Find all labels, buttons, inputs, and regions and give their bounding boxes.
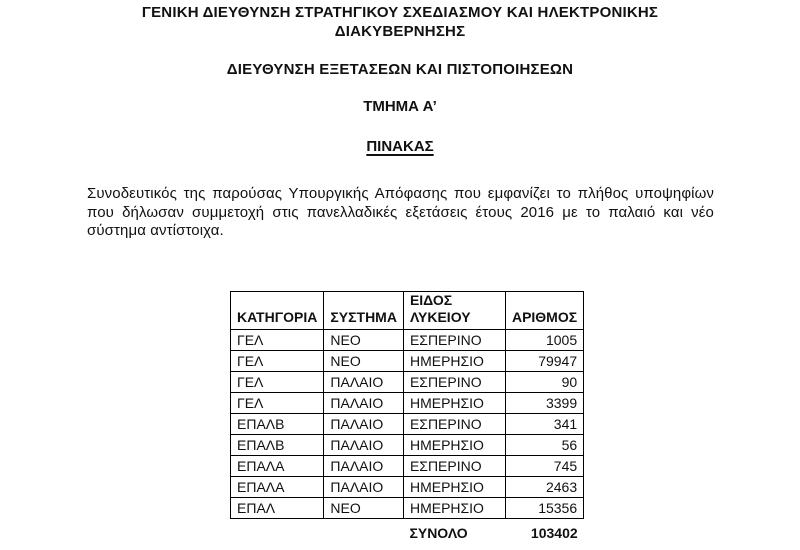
- table-row: [231, 414, 584, 435]
- table-cell: ΝΕΟ: [324, 498, 404, 519]
- department-heading: ΤΜΗΜΑ Α’: [363, 98, 437, 115]
- document-subtitle: ΔΙΕΥΘΥΝΣΗ ΕΞΕΤΑΣΕΩΝ ΚΑΙ ΠΙΣΤΟΠΟΙΗΣΕΩΝ: [226, 61, 574, 78]
- table-cell: ΓΕΛ: [231, 393, 324, 414]
- intro-paragraph: Συνοδευτικός της παρούσας Υπουργικής Απόφασης που εμφανίζει το πλήθος υποψηφίων που δήλωσαν συμμετοχή στις πανελλαδικές εξετάσεις έτους 2016 με το παλαιό και νέο σύστημα αντίστοιχα.: [87, 185, 714, 239]
- total-row: [231, 519, 584, 545]
- table-row: [231, 498, 584, 519]
- table-row: [231, 372, 584, 393]
- column-header-system: ΣΥΣΤΗΜΑ: [324, 292, 404, 330]
- total-label: ΣΥΝΟΛΟ: [409, 525, 468, 541]
- table-header: [231, 292, 584, 330]
- table-header-row: [231, 292, 584, 330]
- table-heading: [0, 137, 800, 156]
- table-cell: ΗΜΕΡΗΣΙΟ: [403, 351, 505, 372]
- table-heading-text: ΠΙΝΑΚΑΣ: [366, 138, 434, 155]
- table-cell: ΝΕΟ: [324, 330, 404, 351]
- table-cell: ΓΕΛ: [231, 330, 324, 351]
- table-cell: ΕΣΠΕΡΙΝΟ: [403, 372, 505, 393]
- table-cell: 341: [505, 414, 583, 435]
- table-cell: ΗΜΕΡΗΣΙΟ: [403, 498, 505, 519]
- total-row-spacer: [231, 519, 324, 545]
- table-row: [231, 393, 584, 414]
- table-cell: 15356: [505, 498, 583, 519]
- table-cell: 90: [505, 372, 583, 393]
- table-cell: ΕΣΠΕΡΙΝΟ: [403, 330, 505, 351]
- table-cell: 745: [505, 456, 583, 477]
- column-header-lyceum-type: ΕΙΔΟΣ ΛΥΚΕΙΟΥ: [403, 292, 505, 330]
- table-cell: ΕΠΑΛΒ: [231, 435, 324, 456]
- table-cell: 79947: [505, 351, 583, 372]
- column-header-number: ΑΡΙΘΜΟΣ: [505, 292, 583, 330]
- candidates-table: [230, 291, 584, 544]
- table-cell: ΠΑΛΑΙΟ: [324, 435, 404, 456]
- table-cell: ΕΠΑΛΑ: [231, 477, 324, 498]
- table-cell: 56: [505, 435, 583, 456]
- table-row: [231, 435, 584, 456]
- table-cell: ΗΜΕΡΗΣΙΟ: [403, 435, 505, 456]
- table-cell: 2463: [505, 477, 583, 498]
- table-cell: ΕΠΑΛΒ: [231, 414, 324, 435]
- column-header-category: ΚΑΤΗΓΟΡΙΑ: [231, 292, 324, 330]
- table-cell: ΠΑΛΑΙΟ: [324, 456, 404, 477]
- table-row: [231, 330, 584, 351]
- table-footer: [231, 519, 584, 545]
- table-row: [231, 351, 584, 372]
- table-cell: ΗΜΕΡΗΣΙΟ: [403, 477, 505, 498]
- table-cell: ΠΑΛΑΙΟ: [324, 477, 404, 498]
- table-cell: ΕΠΑΛ: [231, 498, 324, 519]
- table-row: [231, 456, 584, 477]
- total-row-spacer: [324, 519, 404, 545]
- table-cell: ΓΕΛ: [231, 372, 324, 393]
- table-cell: 3399: [505, 393, 583, 414]
- table-cell: ΗΜΕΡΗΣΙΟ: [403, 393, 505, 414]
- table-cell: ΕΠΑΛΑ: [231, 456, 324, 477]
- table-body: [231, 330, 584, 519]
- table-cell: ΠΑΛΑΙΟ: [324, 414, 404, 435]
- document-title: ΓΕΝΙΚΗ ΔΙΕΥΘΥΝΣΗ ΣΤΡΑΤΗΓΙΚΟΥ ΣΧΕΔΙΑΣΜΟΥ ΚΑΙ ΗΛΕΚΤΡΟΝΙΚΗΣ ΔΙΑΚΥΒΕΡΝΗΣΗΣ: [141, 4, 659, 40]
- table-cell: ΠΑΛΑΙΟ: [324, 393, 404, 414]
- total-value: 103402: [530, 525, 578, 541]
- table-cell: ΠΑΛΑΙΟ: [324, 372, 404, 393]
- table-cell: ΓΕΛ: [231, 351, 324, 372]
- table-row: [231, 477, 584, 498]
- table-cell: ΕΣΠΕΡΙΝΟ: [403, 414, 505, 435]
- table-cell: 1005: [505, 330, 583, 351]
- table-cell: ΕΣΠΕΡΙΝΟ: [403, 456, 505, 477]
- table-cell: ΝΕΟ: [324, 351, 404, 372]
